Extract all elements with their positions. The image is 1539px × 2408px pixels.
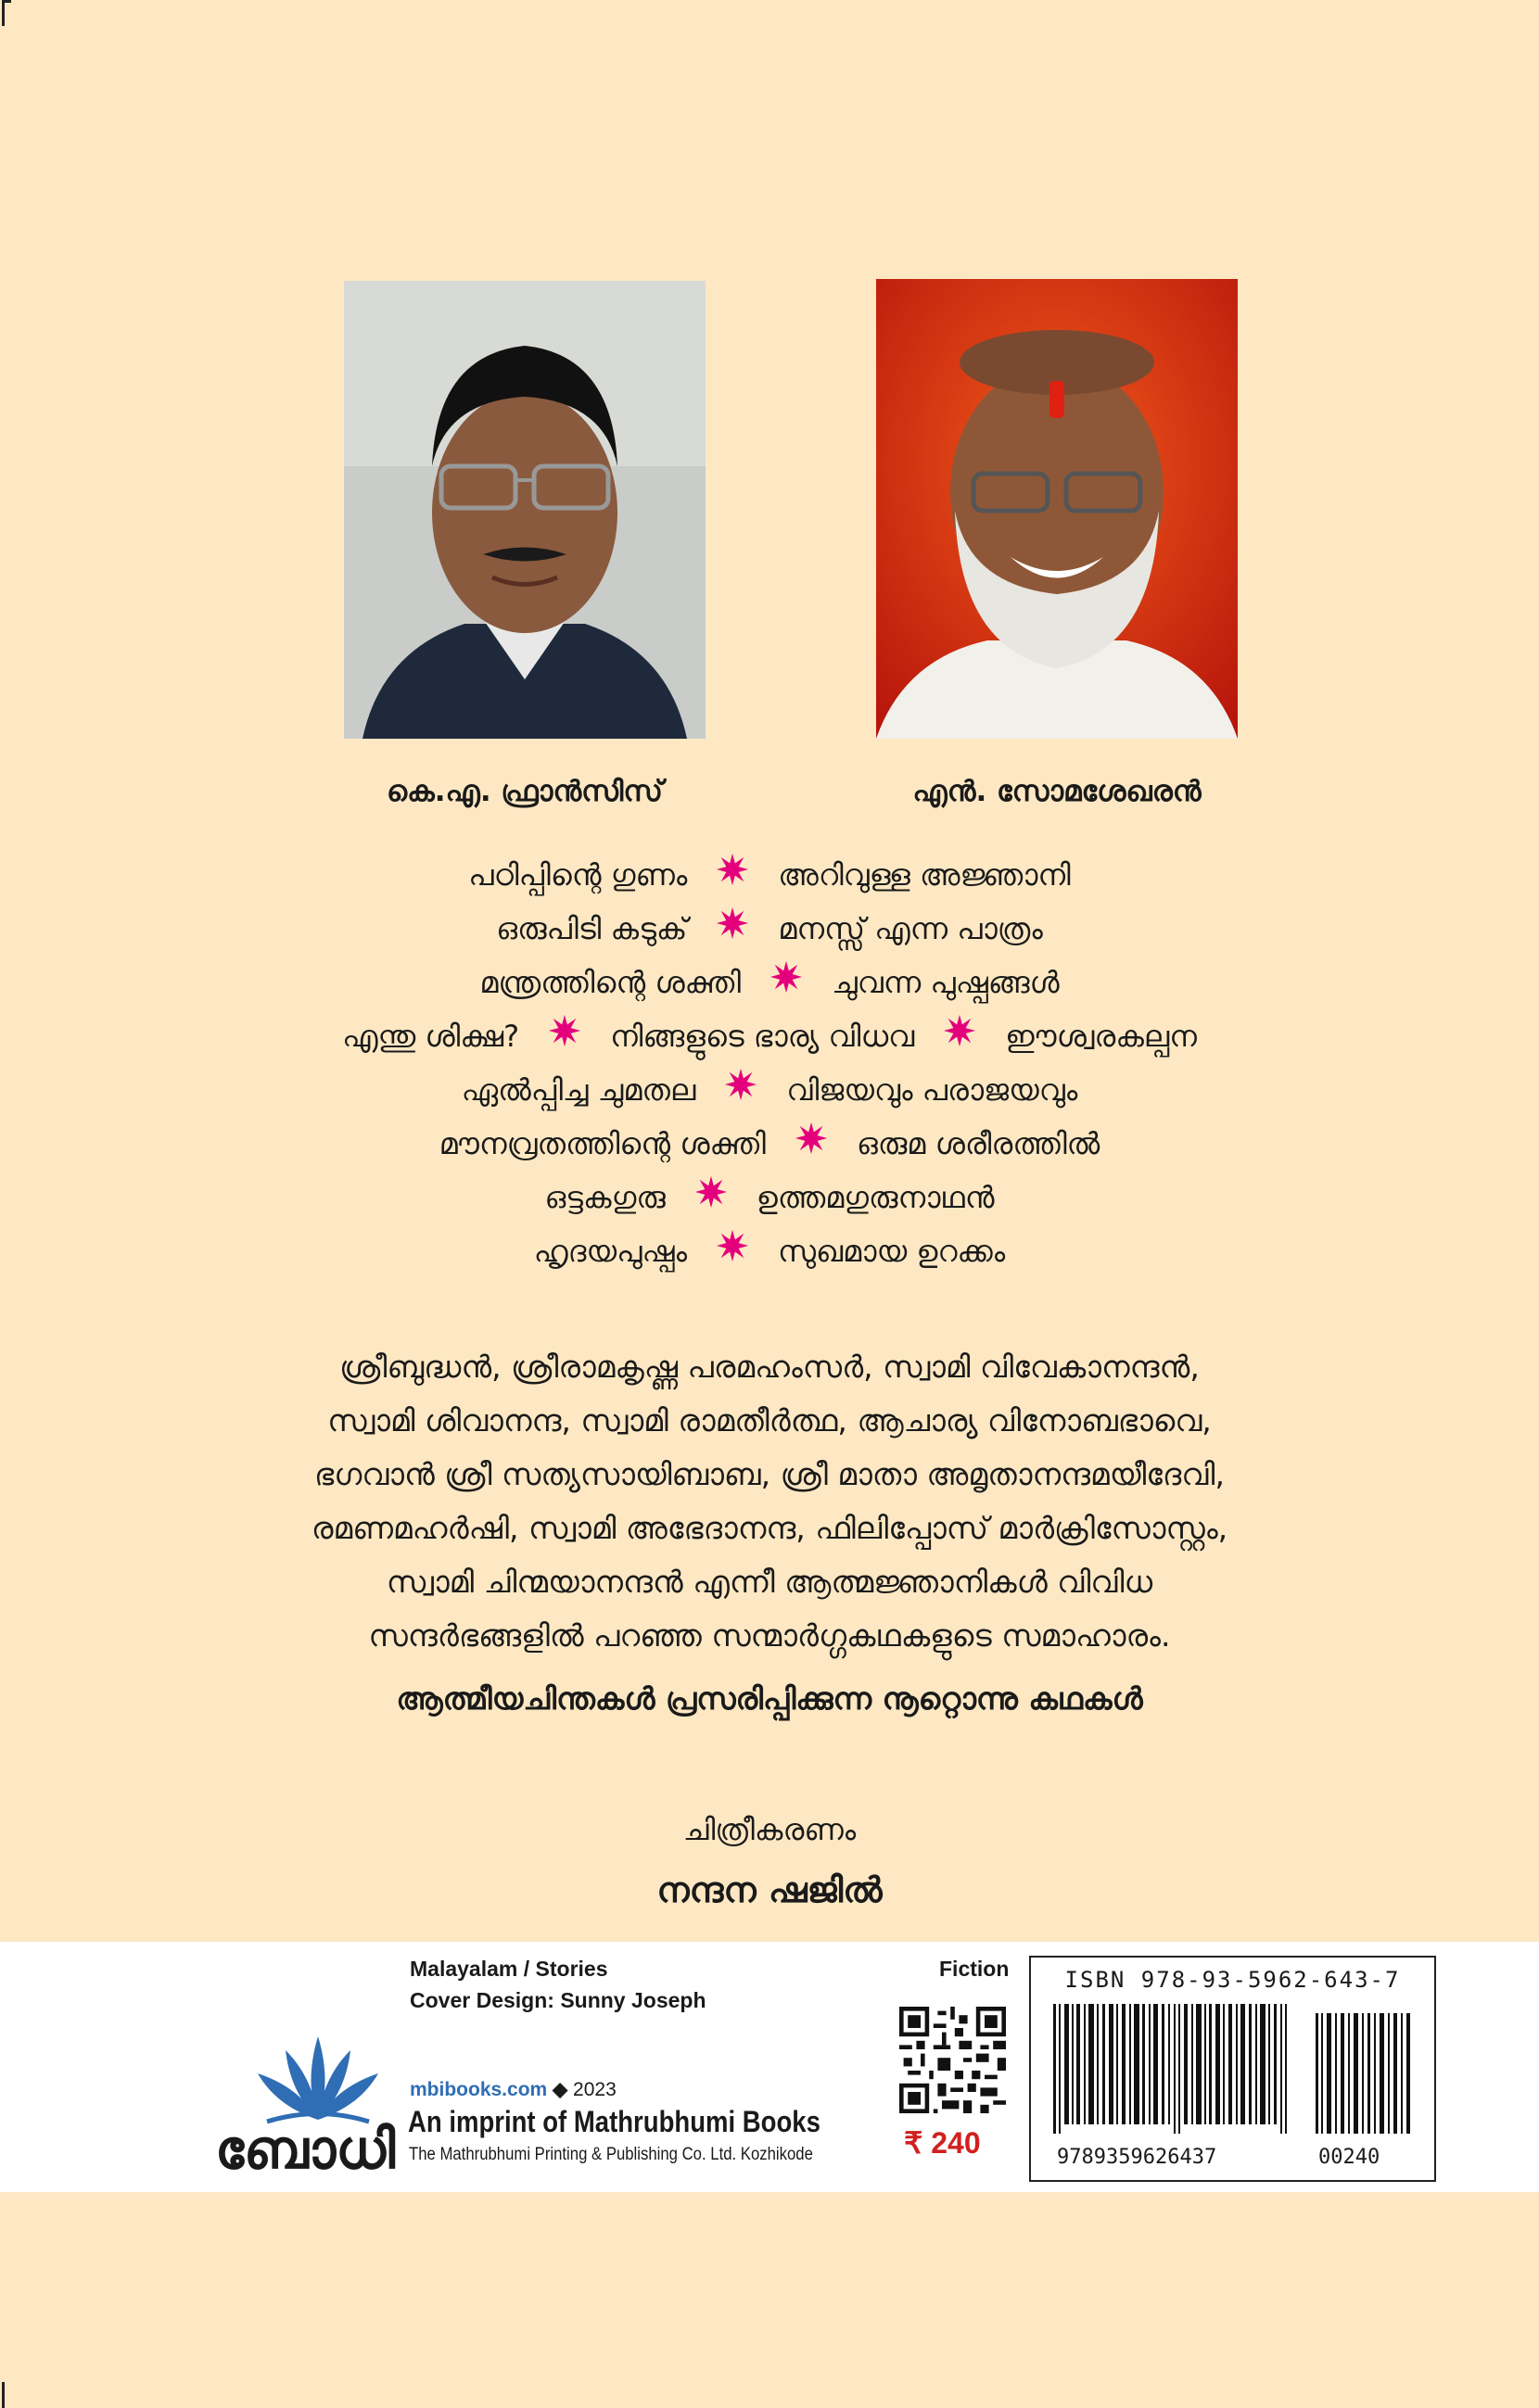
author-photo-somasekharan bbox=[876, 279, 1238, 739]
pink-star-icon bbox=[715, 1228, 750, 1263]
story-title: ഒരുപിടി കടുക് bbox=[496, 911, 688, 946]
book-description bbox=[0, 1340, 1539, 1663]
story-title: ഉത്തമഗുരുനാഥൻ bbox=[756, 1180, 995, 1215]
description-line: രമണമഹർഷി, സ്വാമി അഭേദാനന്ദ, ഫിലിപ്പോസ് മാർക്രിസോസ്റ്റം, bbox=[311, 1510, 1228, 1546]
contents-line bbox=[0, 855, 1539, 893]
year-text: 2023 bbox=[573, 2079, 617, 2100]
lotus-logo-icon bbox=[248, 2018, 388, 2129]
story-title: നിങ്ങളുടെ ഭാര്യ വിധവ bbox=[610, 1019, 915, 1054]
diamond-separator: ◆ bbox=[553, 2079, 568, 2100]
story-title: ഒട്ടകഗുരു bbox=[544, 1180, 666, 1215]
description-line: സന്ദർഭങ്ങളിൽ പറഞ്ഞ സന്മാർഗ്ഗകഥകളുടെ സമാഹാരം. bbox=[368, 1617, 1171, 1654]
website-line bbox=[410, 2078, 617, 2101]
contents-line bbox=[0, 1016, 1539, 1055]
isbn-barcode bbox=[1029, 1956, 1436, 2182]
pink-star-icon bbox=[942, 1013, 977, 1048]
cover-design-credit: Cover Design: Sunny Joseph bbox=[410, 1988, 706, 2012]
qr-code-icon bbox=[899, 2007, 1006, 2113]
story-title: സുഖമായ ഉറക്കം bbox=[778, 1234, 1006, 1269]
story-title: മൗനവ്രതത്തിന്റെ ശക്തി bbox=[439, 1126, 766, 1161]
description-line: ഭഗവാൻ ശ്രീ സത്യസായിബാബ, ശ്രീ മാതാ അമൃതാനന്ദമയീദേവി, bbox=[314, 1456, 1225, 1492]
story-title: ഹൃദയപുഷ്പം bbox=[533, 1234, 688, 1269]
pink-star-icon bbox=[547, 1013, 582, 1048]
author-name-francis: കെ.എ. ഫ്രാൻസിസ് bbox=[387, 775, 663, 808]
pink-star-icon bbox=[794, 1121, 829, 1156]
story-title: ഈശ്വരകല്പന bbox=[1005, 1019, 1197, 1054]
story-title: മന്ത്രത്തിന്റെ ശക്തി bbox=[479, 965, 742, 1000]
crop-mark-top-left-v bbox=[2, 0, 5, 26]
author-name-somasekharan: എൻ. സോമശേഖരൻ bbox=[912, 775, 1202, 808]
pink-star-icon bbox=[693, 1174, 729, 1210]
description-line: സ്വാമി ചിന്മയാനന്ദൻ എന്നീ ആത്മജ്ഞാനികൾ വിവിധ bbox=[386, 1564, 1153, 1600]
contents-line bbox=[0, 1177, 1539, 1216]
genre-text: Fiction bbox=[939, 1957, 1010, 1981]
contents-line bbox=[0, 1231, 1539, 1270]
barcode-addon-digits: 00240 bbox=[1318, 2146, 1380, 2169]
price-text: ₹ 240 bbox=[904, 2126, 981, 2160]
illustrator-name: നന്ദന ഷജിൽ bbox=[656, 1869, 883, 1910]
tagline: ആത്മീയചിന്തകൾ പ്രസരിപ്പിക്കുന്ന നൂറ്റൊന്നു കഥകൾ bbox=[396, 1680, 1143, 1717]
author-photo-francis bbox=[344, 281, 706, 739]
imprint-text: An imprint of Mathrubhumi Books bbox=[408, 2105, 820, 2138]
category-text: Malayalam / Stories bbox=[410, 1957, 608, 1981]
pink-star-icon bbox=[715, 906, 750, 941]
website-text: mbibooks.com bbox=[410, 2079, 548, 2100]
pink-star-icon bbox=[769, 959, 804, 995]
contents-line bbox=[0, 962, 1539, 1001]
barcode-main-digits: 9789359626437 bbox=[1057, 2146, 1217, 2169]
description-line: ശ്രീബുദ്ധൻ, ശ്രീരാമകൃഷ്ണ പരമഹംസർ, സ്വാമി വിവേകാനന്ദൻ, bbox=[339, 1349, 1200, 1385]
story-title: എന്തു ശിക്ഷ? bbox=[342, 1019, 520, 1054]
story-title: ചുവന്ന പുഷ്പങ്ങൾ bbox=[832, 965, 1060, 1000]
barcode-bars bbox=[1051, 2004, 1413, 2134]
contents-line bbox=[0, 908, 1539, 947]
contents-line bbox=[0, 1123, 1539, 1162]
crop-mark-top-left-h bbox=[2, 0, 11, 3]
story-title: പഠിപ്പിന്റെ ഗുണം bbox=[468, 857, 688, 893]
publisher-text: The Mathrubhumi Printing & Publishing Co. Ltd. Kozhikode bbox=[409, 2145, 813, 2164]
contents-line bbox=[0, 1070, 1539, 1109]
story-title: വിജയവും പരാജയവും bbox=[786, 1072, 1078, 1108]
description-line: സ്വാമി ശിവാനന്ദ, സ്വാമി രാമതീർത്ഥ, ആചാര്യ വിനോബഭാവെ, bbox=[327, 1402, 1212, 1438]
pink-star-icon bbox=[723, 1067, 758, 1102]
illustration-label: ചിത്രീകരണം bbox=[682, 1812, 857, 1847]
story-title: അറിവുള്ള അജ്ഞാനി bbox=[778, 857, 1071, 893]
footer-band bbox=[0, 1942, 1539, 2192]
pink-star-icon bbox=[715, 852, 750, 887]
story-title: ഒരുമ ശരീരത്തിൽ bbox=[857, 1126, 1100, 1161]
story-title: ഏൽപ്പിച്ച ചുമതല bbox=[461, 1072, 696, 1108]
logo-text: ബോധി bbox=[215, 2118, 396, 2181]
crop-mark-bottom-left bbox=[2, 2382, 5, 2408]
isbn-text: ISBN 978-93-5962-643-7 bbox=[1064, 1967, 1401, 1993]
story-title: മനസ്സ് എന്ന പാത്രം bbox=[778, 911, 1043, 946]
